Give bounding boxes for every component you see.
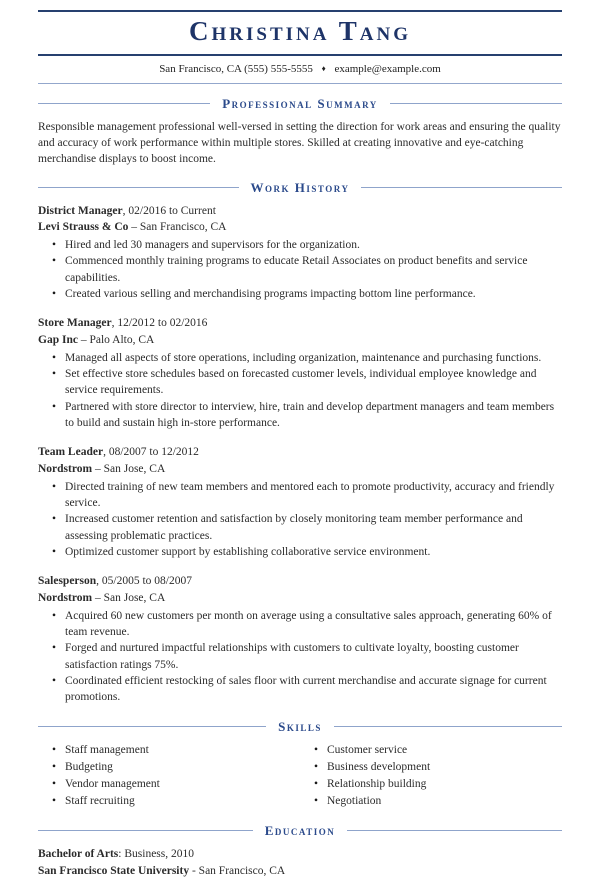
education-degree: Bachelor of Arts [38,847,119,860]
contact-underline-rule [38,83,562,84]
job-dates: , 02/2016 to Current [122,204,216,217]
section-title-skills: Skills [278,718,322,734]
job-bullet: • Hired and led 30 managers and supervisors for the organization. [38,237,562,253]
heading-rule-left [38,830,253,831]
job-company-line [38,590,562,607]
job-bullet: • Forged and nurtured impactful relationships with customers to cultivate loyalty, boosting customer satisfaction ratings 75%. [38,640,562,673]
job-bullet: • Acquired 60 new customers per month on average using a consultative sales approach, generating 60% of team revenue. [38,608,562,641]
job-bullet: • Set effective store schedules based on forecasted customer levels, individual employee knowledge and service requirements. [38,366,562,399]
skills-columns [38,742,562,811]
contact-line [38,56,562,83]
job-location: – San Francisco, CA [128,221,227,234]
job-bullet: • Optimized customer support by establishing collaborative service environment. [38,544,562,560]
skill-item: • Budgeting [38,759,300,776]
job-dates: , 05/2005 to 08/2007 [96,575,192,588]
skill-item: • Relationship building [300,776,562,793]
heading-rule-right [347,830,562,831]
skills-column-left [38,742,300,811]
skill-item: • Customer service [300,742,562,759]
heading-rule-right [390,103,562,104]
job-bullet: • Created various selling and merchandising programs impacting bottom line performance. [38,286,562,302]
skill-item: • Business development [300,759,562,776]
job-company: Gap Inc [38,334,78,346]
job-company-line [38,461,562,478]
job-company-line [38,332,562,349]
section-title-work-history: Work History [250,179,350,195]
section-title-summary: Professional Summary [222,95,378,111]
job-location: – Palo Alto, CA [77,334,155,346]
contact-location-phone: San Francisco, CA (555) 555-5555 [159,62,313,75]
job-company: Levi Strauss & Co [38,221,129,234]
job-bullet: • Increased customer retention and satisfaction by closely monitoring team member performance and assessing problematic practices. [38,511,562,544]
education-degree-line [38,846,562,863]
job-title: Salesperson [38,575,97,588]
job-company: Nordstrom [38,462,93,475]
heading-rule-left [38,726,266,727]
job-bullet: • Coordinated efficient restocking of sales floor with current merchandise and accurate signage for current promotions. [38,673,562,706]
job-dates: , 08/2007 to 12/2012 [103,446,199,459]
job-company-line [38,219,562,236]
job-location: – San Jose, CA [92,462,166,475]
job-dates: , 12/2012 to 02/2016 [111,317,208,330]
job-bullet: • Directed training of new team members and mentored each to promote productivity, accuracy and friendly service. [38,479,562,512]
section-heading-summary [38,96,562,112]
section-heading-work-history [38,180,562,196]
job-entry-team-leader [38,444,562,560]
job-bullet: • Partnered with store director to interview, hire, train and develop department managers and team members to build and sustain high in-store performance. [38,399,562,432]
job-company: Nordstrom [38,591,93,604]
heading-rule-left [38,103,210,104]
job-title: Store Manager [38,317,112,330]
section-title-education: Education [264,822,336,838]
job-title-line [38,573,562,590]
heading-rule-right [334,726,562,727]
section-heading-skills [38,719,562,735]
job-title: Team Leader [38,446,104,459]
job-location: – San Jose, CA [92,591,166,604]
skills-column-right [300,742,562,811]
skill-item: • Staff management [38,742,300,759]
skill-item: • Staff recruiting [38,793,300,810]
contact-email: example@example.com [334,62,441,75]
education-school-location: - San Francisco, CA [189,864,286,877]
heading-rule-left [38,187,239,188]
job-bullet: • Commenced monthly training programs to educate Retail Associates on product benefits and service capabilities. [38,253,562,286]
job-title-line [38,444,562,461]
diamond-separator-icon: ♦ [321,63,326,73]
heading-rule-right [361,187,562,188]
skill-item: • Vendor management [38,776,300,793]
section-heading-education [38,823,562,839]
job-title-line [38,315,562,332]
job-title: District Manager [38,204,123,217]
job-title-line [38,203,562,220]
education-school-line [38,863,562,880]
education-school: San Francisco State University [38,864,190,877]
job-entry-store-manager [38,315,562,431]
job-entry-salesperson [38,573,562,705]
job-entry-district-manager [38,203,562,303]
person-name: Christina Tang [189,16,411,46]
summary-text: Responsible management professional well-versed in setting the direction for work areas and ensuring the quality and accuracy of work performance within multiple stores. Skilled at creating innovative and eye-catching merchandise displays to boost income. [38,120,561,166]
skill-item: • Negotiation [300,793,562,810]
education-degree-detail: : Business, 2010 [118,847,194,860]
job-bullet: • Managed all aspects of store operations, including organization, maintenance and purchasing functions. [38,350,562,366]
